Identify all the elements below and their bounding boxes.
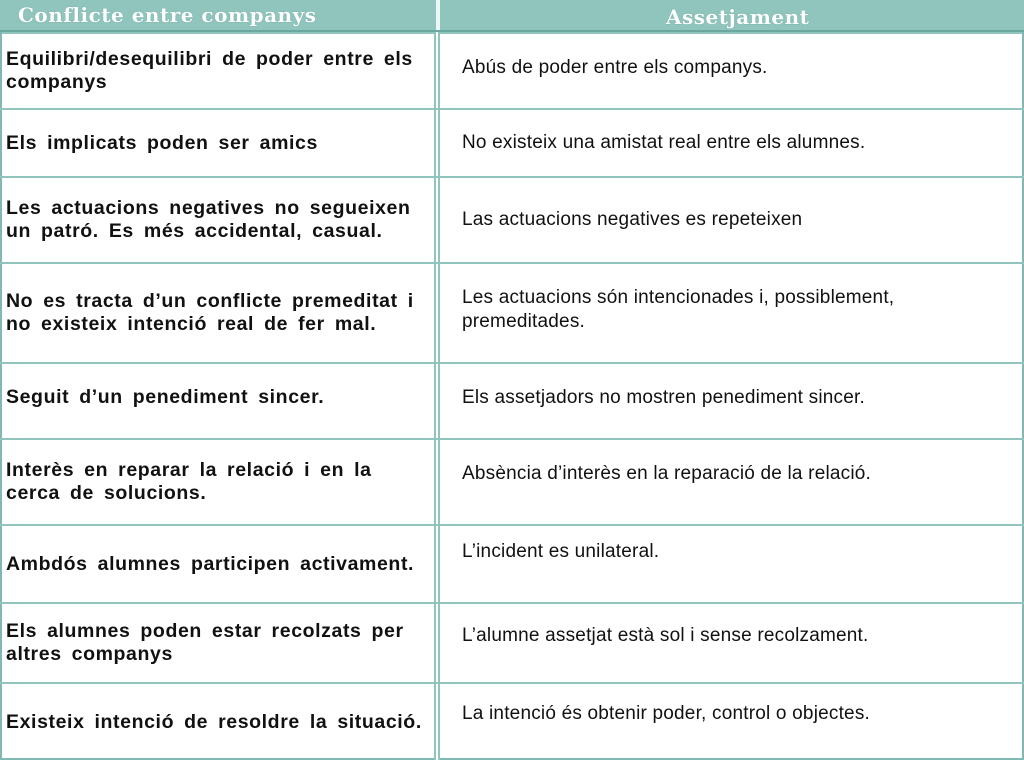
row-3-bullying: Las actuacions negatives es repeteixen xyxy=(462,209,803,230)
row-5-bullying: Els assetjadors no mostren penediment sincer. xyxy=(462,387,865,408)
row-5-conflict: Seguit d’un penediment sincer. xyxy=(6,386,325,408)
row-2-conflict: Els implicats poden ser amics xyxy=(6,131,318,154)
header-conflicte: Conflicte entre companys xyxy=(18,3,317,27)
row-9-conflict: Existeix intenció de resoldre la situació. xyxy=(6,710,422,733)
table-row xyxy=(0,526,1024,604)
row-4-bullying: Les actuacions són intencionades i, possiblement, premeditades. xyxy=(462,287,895,332)
row-2-bullying: No existeix una amistat real entre els alumnes. xyxy=(462,132,866,153)
row-8-conflict: Els alumnes poden estar recolzats per altres companys xyxy=(6,620,404,665)
header-assetjament: Assetjament xyxy=(666,5,810,29)
row-6-bullying: Absència d’interès en la reparació de la relació. xyxy=(462,463,872,484)
row-4-conflict: No es tracta d’un conflicte premeditat i no existeix intenció real de fer mal. xyxy=(6,290,414,335)
row-1-conflict: Equilibri/desequilibri de poder entre els companys xyxy=(6,48,413,93)
table-row xyxy=(0,604,1024,684)
row-1-bullying: Abús de poder entre els companys. xyxy=(462,57,768,78)
row-7-conflict: Ambdós alumnes participen activament. xyxy=(6,552,415,575)
row-9-bullying: La intenció és obtenir poder, control o objectes. xyxy=(462,703,871,724)
table-row xyxy=(0,264,1024,364)
table-row xyxy=(0,110,1024,178)
table-row xyxy=(0,684,1024,760)
row-8-bullying: L’alumne assetjat està sol i sense recolzament. xyxy=(462,625,869,646)
table-header xyxy=(0,0,1024,32)
row-6-conflict: Interès en reparar la relació i en la cerca de solucions. xyxy=(6,459,372,504)
table-row xyxy=(0,440,1024,526)
table-row xyxy=(0,178,1024,264)
row-7-bullying: L’incident es unilateral. xyxy=(462,541,660,562)
table-row xyxy=(0,34,1024,110)
table-row xyxy=(0,364,1024,440)
row-3-conflict: Les actuacions negatives no segueixen un patró. Es més accidental, casual. xyxy=(6,197,411,242)
